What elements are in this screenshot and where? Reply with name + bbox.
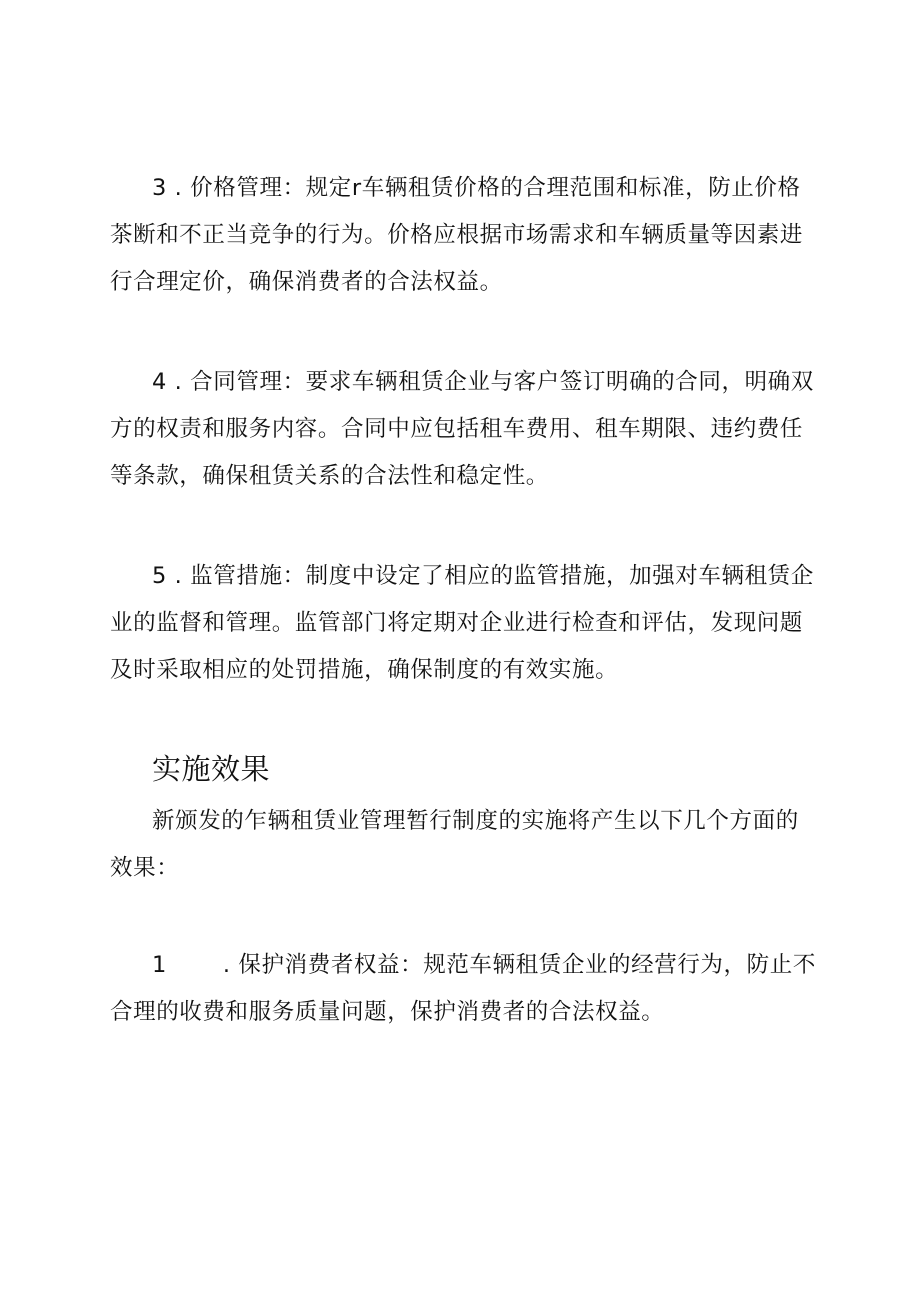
paragraph-line: 3 . 价格管理：规定r车辆租赁价格的合理范围和标准，防止价格	[152, 175, 801, 201]
paragraph-line: 行合理定价，确保消费者的合法权益。	[110, 269, 503, 295]
paragraph-line	[110, 942, 816, 989]
paragraph-line: 效果：	[110, 855, 180, 881]
clause-supervision-measures	[110, 553, 812, 694]
paragraph-line: 方的权责和服务内容。合同中应包括租车费用、租车期限、违约费任	[110, 416, 804, 442]
paragraph-line: 及时采取相应的处罚措施，确保制度的有效实施。	[110, 657, 619, 683]
clause-contract-management	[110, 359, 812, 500]
paragraph-line: 茶断和不正当竞争的行为。价格应根据市场需求和车辆质量等因素进	[110, 222, 804, 248]
paragraph-line: 新颁发的乍辆租赁业管理暂行制度的实施将产生以下几个方面的	[152, 808, 799, 834]
clause-price-management	[110, 165, 812, 306]
paragraph-line: 合理的收费和服务质量问题，保护消费者的合法权益。	[110, 999, 665, 1025]
section-heading: 实施效果	[152, 752, 271, 786]
effect-consumer-rights	[110, 942, 816, 1036]
paragraph-line: 4 . 合同管理：要求车辆租赁企业与客户签订明确的合同，明确双	[152, 369, 814, 395]
section-intro	[110, 798, 812, 892]
paragraph-line: 业的监督和管理。监管部门将定期对企业进行检查和评估，发现问题	[110, 610, 804, 636]
effect-title-text: . 保护消费者权益：规范车辆租赁企业的经营行为，防止不	[222, 952, 816, 978]
paragraph-line: 5 . 监管措施：制度中设定了相应的监管措施，加强对车辆租赁企	[152, 563, 814, 589]
list-number: 1	[152, 952, 167, 978]
paragraph-line: 等条款，确保租赁关系的合法性和稳定性。	[110, 463, 549, 489]
